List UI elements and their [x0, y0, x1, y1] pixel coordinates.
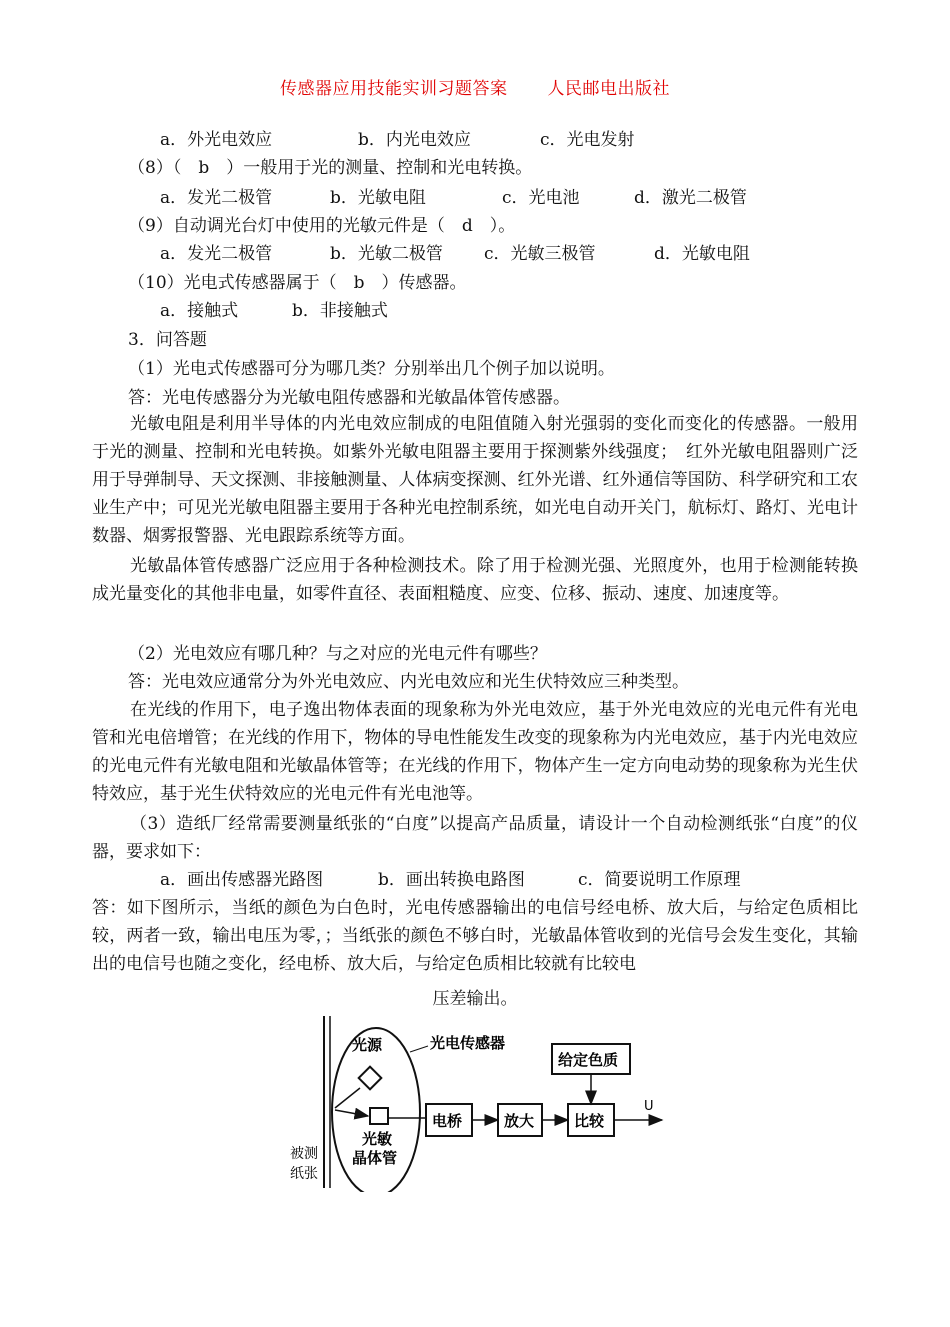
paper-label-1: 被测 — [290, 1146, 318, 1162]
q9-option-d: d．光敏电阻 — [654, 244, 750, 264]
s3-requirement-c: c．简要说明工作原理 — [578, 870, 741, 890]
s3-answer: 答：如下图所示，当纸的颜色为白色时，光电传感器输出的电信号经电桥、放大后，与给定色质相比较，两者一致，输出电压为零，；当纸张的颜色不够白时，光敏晶体管收到的光信号会发生变化，其输出的电信号也随之变化，经电桥、放大后，与给定色质相比较就有比较电 — [92, 898, 858, 974]
s2-question: （2）光电效应有哪几种？与之对应的光电元件有哪些？ — [128, 644, 547, 664]
phototransistor-label-1: 光敏 — [362, 1130, 393, 1148]
s1-answer: 答：光电传感器分为光敏电阻传感器和光敏晶体管传感器。 — [128, 388, 570, 408]
page-header — [0, 74, 950, 99]
q8-option-a: a．发光二极管 — [160, 188, 273, 208]
q9-stem: （9）自动调光台灯中使用的光敏元件是（ d ）。 — [128, 216, 516, 236]
reference-label: 给定色质 — [558, 1051, 619, 1069]
q9-option-b: b．光敏二极管 — [330, 244, 443, 264]
q9-option-c: c．光敏三极管 — [484, 244, 596, 264]
light-source-label: 光源 — [352, 1036, 383, 1054]
s1-question: （1）光电式传感器可分为哪几类？分别举出几个例子加以说明。 — [128, 359, 615, 379]
q9-option-a: a．发光二极管 — [160, 244, 273, 264]
output-label: U — [644, 1099, 654, 1114]
s3-question: （3）造纸厂经常需要测量纸张的“白度”以提高产品质量，请设计一个自动检测纸张“白度”的仪器，要求如下： — [92, 814, 858, 862]
sensor-label: 光电传感器 — [430, 1034, 506, 1052]
s2-answer: 答：光电效应通常分为外光电效应、内光电效应和光生伏特效应三种类型。 — [128, 672, 689, 692]
q8-stem: （8）（ b ）一般用于光的测量、控制和光电转换。 — [128, 158, 533, 178]
s3-requirement-a: a．画出传感器光路图 — [160, 870, 324, 890]
s1-paragraph-2: 光敏晶体管传感器广泛应用于各种检测技术。除了用于检测光强、光照度外，也用于检测能转换成光量变化的其他非电量，如零件直径、表面粗糙度、应变、位移、振动、速度、加速度等。 — [92, 556, 858, 604]
q7-option-b: b．内光电效应 — [358, 130, 471, 150]
section-3-heading: 3．问答题 — [128, 330, 207, 350]
header-publisher: 人民邮电出版社 — [547, 79, 670, 99]
q8-option-d: d．激光二极管 — [634, 188, 747, 208]
light-ray-out — [335, 1110, 368, 1116]
s2-paragraph-1: 在光线的作用下，电子逸出物体表面的现象称为外光电效应，基于外光电效应的光电元件有光电管和光电倍增管；在光线的作用下，物体的导电性能发生改变的现象称为内光电效应，基于内光电效应的光电元件有光敏电阻和光敏晶体管等；在光线的作用下，物体产生一定方向电动势的现象称为光生伏特效应，基于光生伏特效应的光电元件有光电池等。 — [92, 700, 858, 804]
sensor-label-leader — [410, 1046, 428, 1052]
amplifier-label: 放大 — [504, 1112, 535, 1130]
sensor-diagram — [290, 1012, 690, 1192]
q8-option-b: b．光敏电阻 — [330, 188, 426, 208]
bridge-label: 电桥 — [432, 1112, 463, 1130]
q7-option-c: c．光电发射 — [540, 130, 635, 150]
paper-label-2: 纸张 — [290, 1166, 318, 1182]
q7-option-a: a．外光电效应 — [160, 130, 273, 150]
s3-requirement-b: b．画出转换电路图 — [378, 870, 525, 890]
s3-answer-tail: 压差输出。 — [432, 989, 518, 1009]
s1-paragraph-1: 光敏电阻是利用半导体的内光电效应制成的电阻值随入射光强弱的变化而变化的传感器。一般用于光的测量、控制和光电转换。如紫外光敏电阻器主要用于探测紫外线强度； 红外光敏电阻器则广泛用于导弹制导、天文探测、非接触测量、人体病变探测、红外光谱、红外通信等国防、科学研究和工农业生产中；可见光光敏电阻器主要用于各种光电控制系统，如光电自动开关门，航标灯、路灯、光电计数器、烟雾报警器、光电跟踪系统等方面。 — [92, 414, 858, 546]
compare-label: 比较 — [574, 1112, 605, 1130]
phototransistor-icon — [370, 1108, 388, 1124]
light-ray-in — [335, 1088, 360, 1108]
q10-stem: （10）光电式传感器属于（ b ）传感器。 — [128, 273, 467, 293]
q8-option-c: c．光电池 — [502, 188, 580, 208]
q10-option-b: b．非接触式 — [292, 301, 388, 321]
phototransistor-label-2: 晶体管 — [352, 1149, 398, 1167]
light-source-icon — [359, 1067, 382, 1090]
q10-option-a: a．接触式 — [160, 301, 239, 321]
header-title: 传感器应用技能实训习题答案 — [280, 79, 508, 99]
